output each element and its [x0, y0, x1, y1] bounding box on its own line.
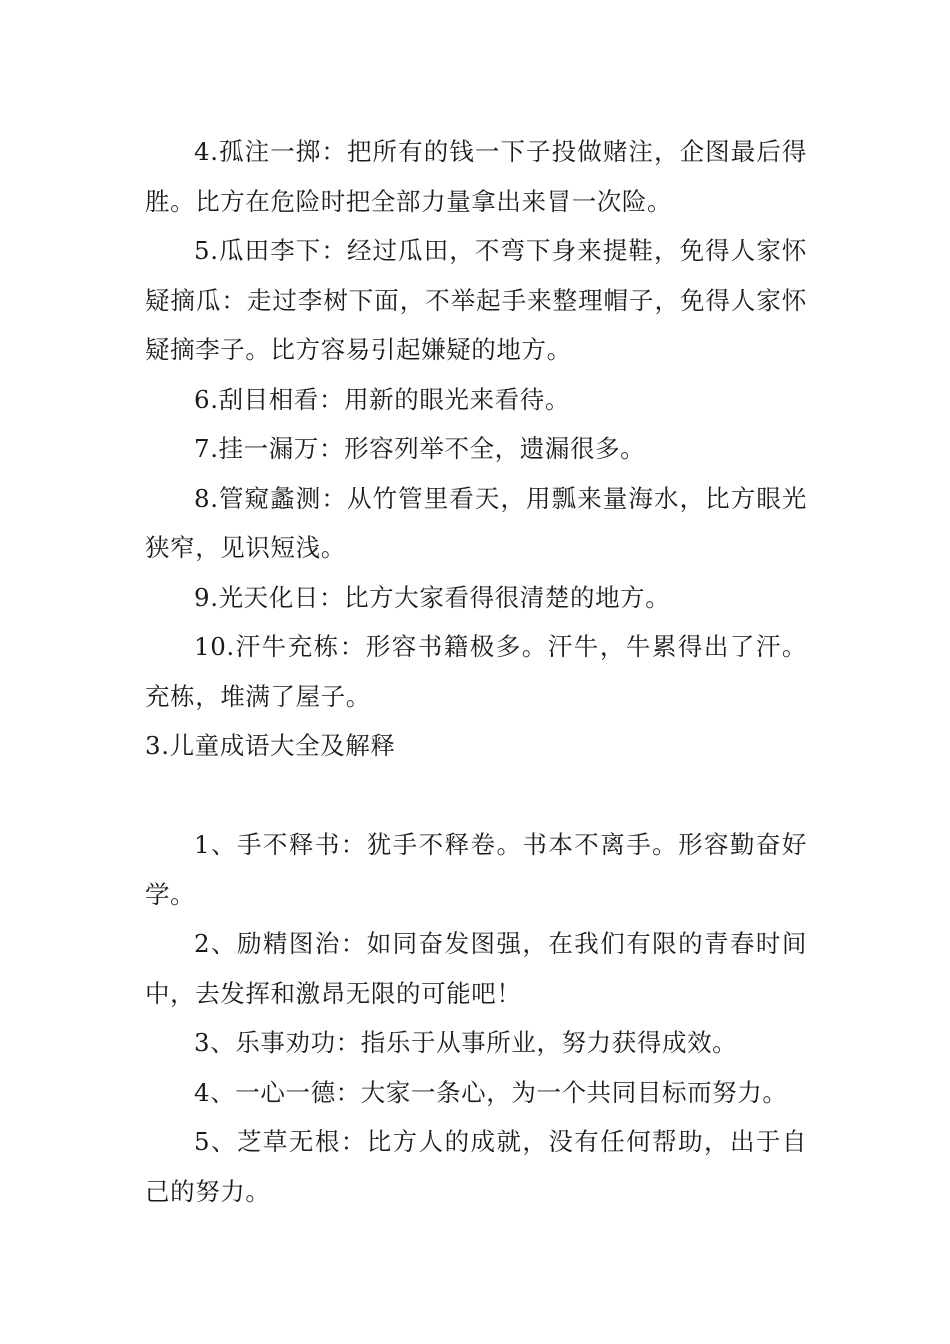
blank-line [145, 771, 807, 821]
idiom-entry: 5、芝草无根：比方人的成就，没有任何帮助，出于自己的努力。 [145, 1127, 807, 1206]
idiom-entry: 10.汗牛充栋：形容书籍极多。汗牛，牛累得出了汗。充栋，堆满了屋子。 [145, 632, 807, 711]
section-heading: 3.儿童成语大全及解释 [145, 731, 396, 760]
idiom-entry: 9.光天化日：比方大家看得很清楚的地方。 [194, 582, 671, 612]
idiom-entry: 4.孤注一掷：把所有的钱一下子投做赌注，企图最后得胜。比方在危险时把全部力量拿出来冒一次险。 [145, 137, 807, 216]
idiom-entry: 1、手不释书：犹手不释卷。书本不离手。形容勤奋好学。 [145, 830, 807, 909]
idiom-entry: 5.瓜田李下：经过瓜田，不弯下身来提鞋，免得人家怀疑摘瓜：走过李树下面，不举起手来整理帽子，免得人家怀疑摘李子。比方容易引起嫌疑的地方。 [145, 236, 807, 364]
document-page [145, 127, 807, 1216]
idiom-entry: 2、励精图治：如同奋发图强，在我们有限的青春时间中，去发挥和激昂无限的可能吧！ [145, 929, 807, 1008]
idiom-entry: 7.挂一漏万：形容列举不全，遗漏很多。 [194, 434, 646, 463]
idiom-entry: 8.管窥蠡测：从竹管里看天，用瓢来量海水，比方眼光狭窄，见识短浅。 [145, 483, 807, 562]
idiom-entry: 4、一心一德：大家一条心，为一个共同目标而努力。 [194, 1077, 788, 1107]
idiom-entry: 3、乐事劝功：指乐于从事所业，努力获得成效。 [194, 1028, 738, 1057]
idiom-entry: 6.刮目相看：用新的眼光来看待。 [194, 384, 570, 414]
